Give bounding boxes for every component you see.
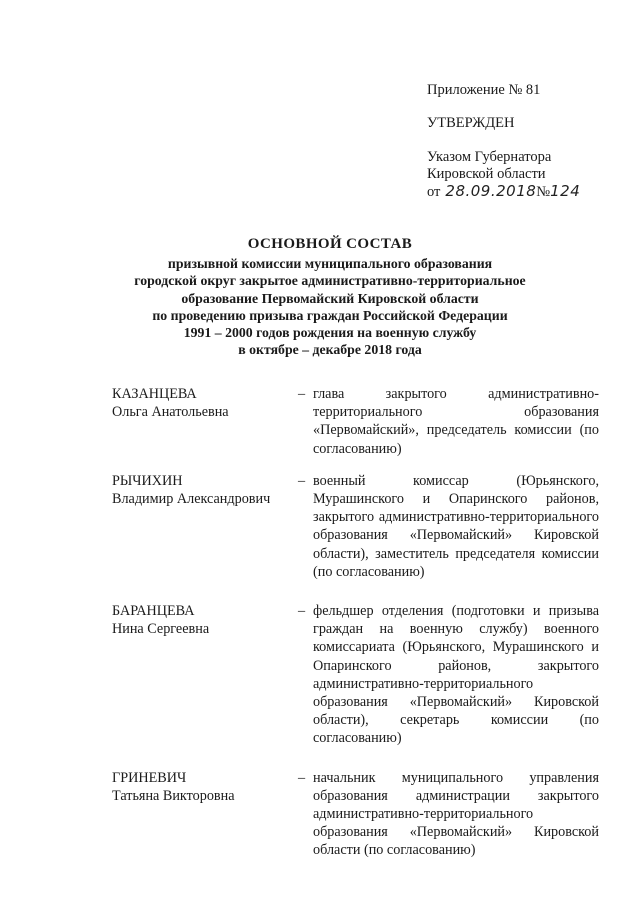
title-line: городской округ закрытое административно-территориальное [134, 273, 526, 289]
decree-line-2: Кировской области [427, 166, 546, 182]
member-surname: БАРАНЦЕВА [112, 603, 195, 620]
member-role: глава закрытого административно-территориального образования «Первомайский», председатель комиссии (по согласованию) [313, 386, 599, 457]
member-surname: РЫЧИХИН [112, 472, 183, 489]
appendix-number: Приложение № 81 [427, 82, 541, 98]
member-given-names: Татьяна Викторовна [112, 787, 235, 804]
member-surname: КАЗАНЦЕВА [112, 386, 197, 402]
member-dash: – [298, 386, 306, 402]
title-line: по проведению призыва граждан Российской Федерации [152, 307, 508, 323]
member-role: начальник муниципального управления образования администрации закрытого административно-территориального образования «Первомайский» Кировской области (по согласованию) [313, 769, 599, 859]
member-entry [112, 769, 598, 860]
decree-date-number [427, 183, 580, 201]
member-entry [112, 385, 598, 458]
member-entry [112, 602, 598, 748]
title-line: 1991 – 2000 годов рождения на военную службу [183, 325, 477, 341]
commission-members-list [112, 385, 598, 860]
from-label: от [427, 184, 441, 200]
member-name [112, 385, 292, 421]
member-role: военный комиссар (Юрьянского, Мурашинского и Опаринского районов, закрытого административно-территориального образования «Первомайский» Кировской области), заместитель председателя комиссии (по согласованию) [313, 472, 599, 580]
member-name [112, 769, 292, 805]
title-line: образование Первомайский Кировской области [181, 290, 479, 306]
approved-stamp-text: УТВЕРЖДЕН [427, 115, 515, 131]
title-line: призывной комиссии муниципального образования [167, 256, 493, 271]
member-role: фельдшер отделения (подготовки и призыва граждан на военную службу) военного комиссариата (Юрьянского, Мурашинского и Опаринского районов, закрытого административно-территориального образования «Первомайский» Кировской области), секретарь комиссии (по согласованию) [313, 603, 599, 747]
member-given-names: Ольга Анатольевна [112, 404, 229, 421]
approval-header [427, 82, 580, 201]
member-dash: – [298, 769, 306, 786]
member-entry [112, 472, 598, 581]
decree-line-1: Указом Губернатора [427, 149, 552, 165]
member-given-names: Владимир Александрович [112, 491, 271, 508]
title-main: ОСНОВНОЙ СОСТАВ [247, 236, 413, 252]
member-name [112, 472, 292, 508]
member-dash: – [298, 472, 306, 489]
member-dash: – [298, 603, 306, 620]
handwritten-date: 28.09.2018 [445, 182, 537, 200]
title-line: в октябре – декабре 2018 года [238, 342, 422, 358]
handwritten-number: 124 [550, 182, 581, 200]
member-surname: ГРИНЕВИЧ [112, 769, 187, 786]
member-given-names: Нина Сергеевна [112, 621, 210, 638]
number-label: № [536, 184, 551, 200]
member-name [112, 602, 292, 638]
document-title [80, 235, 580, 359]
